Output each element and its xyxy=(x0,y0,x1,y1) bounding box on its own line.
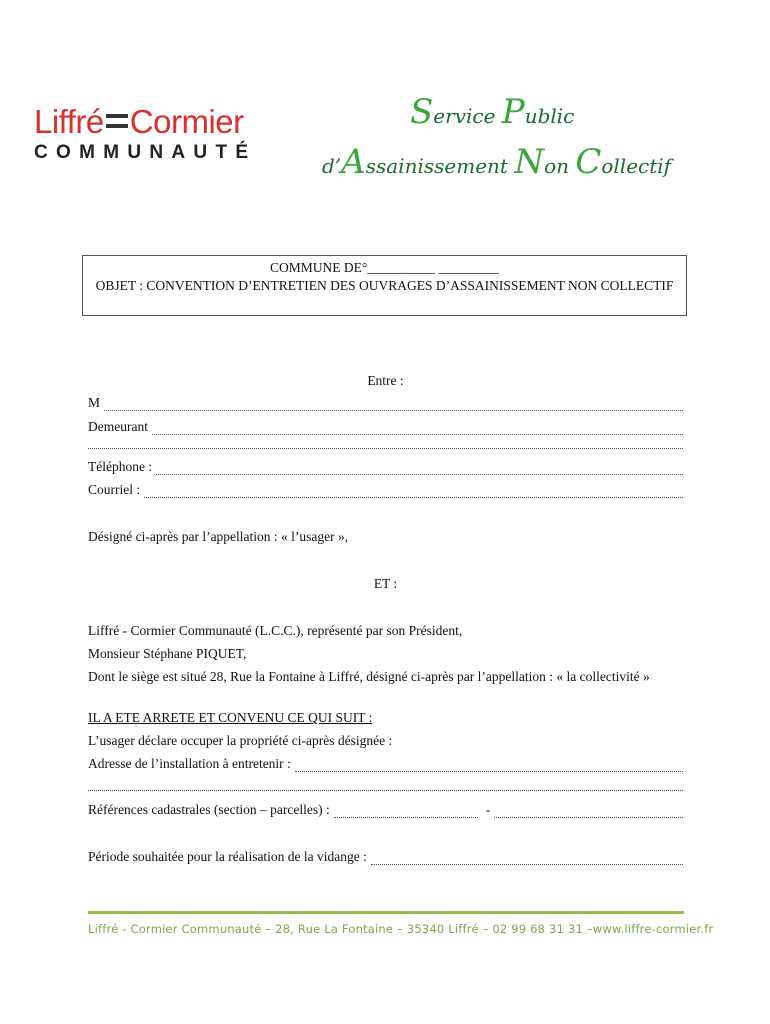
field-references-label: Références cadastrales (section – parcelles) : xyxy=(88,802,330,817)
footer-divider xyxy=(88,911,684,914)
spanc-cap-c: C xyxy=(575,142,602,182)
spanc-text: ollectif xyxy=(601,154,672,178)
spanc-text: ervice xyxy=(433,104,502,128)
field-courriel-label: Courriel : xyxy=(88,482,141,497)
spanc-cap-s: S xyxy=(410,92,434,132)
spanc-title-line1 xyxy=(410,92,574,132)
field-telephone-line[interactable] xyxy=(156,462,683,475)
et-label: ET : xyxy=(373,576,398,591)
field-telephone-label: Téléphone : xyxy=(88,459,153,474)
liffre-cormier-logo xyxy=(34,104,284,164)
president-name: Monsieur Stéphane PIQUET, xyxy=(88,646,247,661)
spanc-cap-a: A xyxy=(341,142,366,182)
footer-address: Liffré - Cormier Communauté – 28, Rue La Fontaine – 35340 Liffré – 02 99 68 31 31 –www.liffre-cormier.fr xyxy=(88,922,714,936)
spanc-cap-n: N xyxy=(514,142,545,182)
field-courriel xyxy=(88,481,683,498)
spanc-title-line2 xyxy=(322,142,671,182)
logo-cormier: Cormier xyxy=(129,103,244,140)
spanc-cap-p: P xyxy=(501,92,525,132)
field-telephone xyxy=(88,458,683,475)
spanc-text: on xyxy=(544,154,576,178)
field-periode xyxy=(88,848,683,865)
document-header-box xyxy=(82,255,687,316)
field-adresse xyxy=(88,755,683,772)
commune-line: COMMUNE DE°__________ _________ xyxy=(270,260,499,275)
field-section-line[interactable] xyxy=(334,805,478,818)
field-courriel-line[interactable] xyxy=(144,485,683,498)
field-adresse-line-2[interactable] xyxy=(88,778,683,791)
spanc-text: ublic xyxy=(524,104,575,128)
field-m-line[interactable] xyxy=(104,398,683,411)
designe-usager: Désigné ci-après par l’appellation : « l’usager », xyxy=(88,529,349,544)
field-periode-line[interactable] xyxy=(371,852,683,865)
lcc-paragraph: Liffré - Cormier Communauté (L.C.C.), représenté par son Président, xyxy=(88,623,463,638)
field-references xyxy=(88,801,683,818)
arrete-heading: IL A ETE ARRETE ET CONVENU CE QUI SUIT : xyxy=(88,710,373,725)
field-demeurant-2 xyxy=(88,436,683,449)
logo-communaute: COMMUNAUTÉ xyxy=(34,142,257,163)
objet-line: OBJET : CONVENTION D’ENTRETIEN DES OUVRAGES D’ASSAINISSEMENT NON COLLECTIF xyxy=(95,278,674,293)
spanc-text: ssainissement xyxy=(365,154,515,178)
references-separator: - xyxy=(485,802,491,817)
field-adresse-2 xyxy=(88,778,683,791)
declare-paragraph: L’usager déclare occuper la propriété ci-après désignée : xyxy=(88,733,393,748)
field-adresse-line[interactable] xyxy=(295,759,683,772)
logo-liffre: Liffré xyxy=(34,103,104,140)
field-demeurant-label: Demeurant xyxy=(88,419,148,434)
field-adresse-label: Adresse de l’installation à entretenir : xyxy=(88,756,291,771)
field-m xyxy=(88,394,683,411)
logo-wordmark xyxy=(34,104,284,140)
field-periode-label: Période souhaitée pour la réalisation de la vidange : xyxy=(88,849,367,864)
field-demeurant xyxy=(88,418,683,435)
field-parcelles-line[interactable] xyxy=(494,805,683,818)
siege-paragraph: Dont le siège est situé 28, Rue la Fontaine à Liffré, désigné ci-après par l’appellation : « la collectivité » xyxy=(88,669,650,684)
logo-equals-icon xyxy=(106,114,128,128)
entre-label: Entre : xyxy=(367,373,404,388)
field-m-label: M xyxy=(88,395,101,410)
spanc-text: d’ xyxy=(322,154,342,178)
field-demeurant-line-2[interactable] xyxy=(88,436,683,449)
field-demeurant-line[interactable] xyxy=(152,422,683,435)
